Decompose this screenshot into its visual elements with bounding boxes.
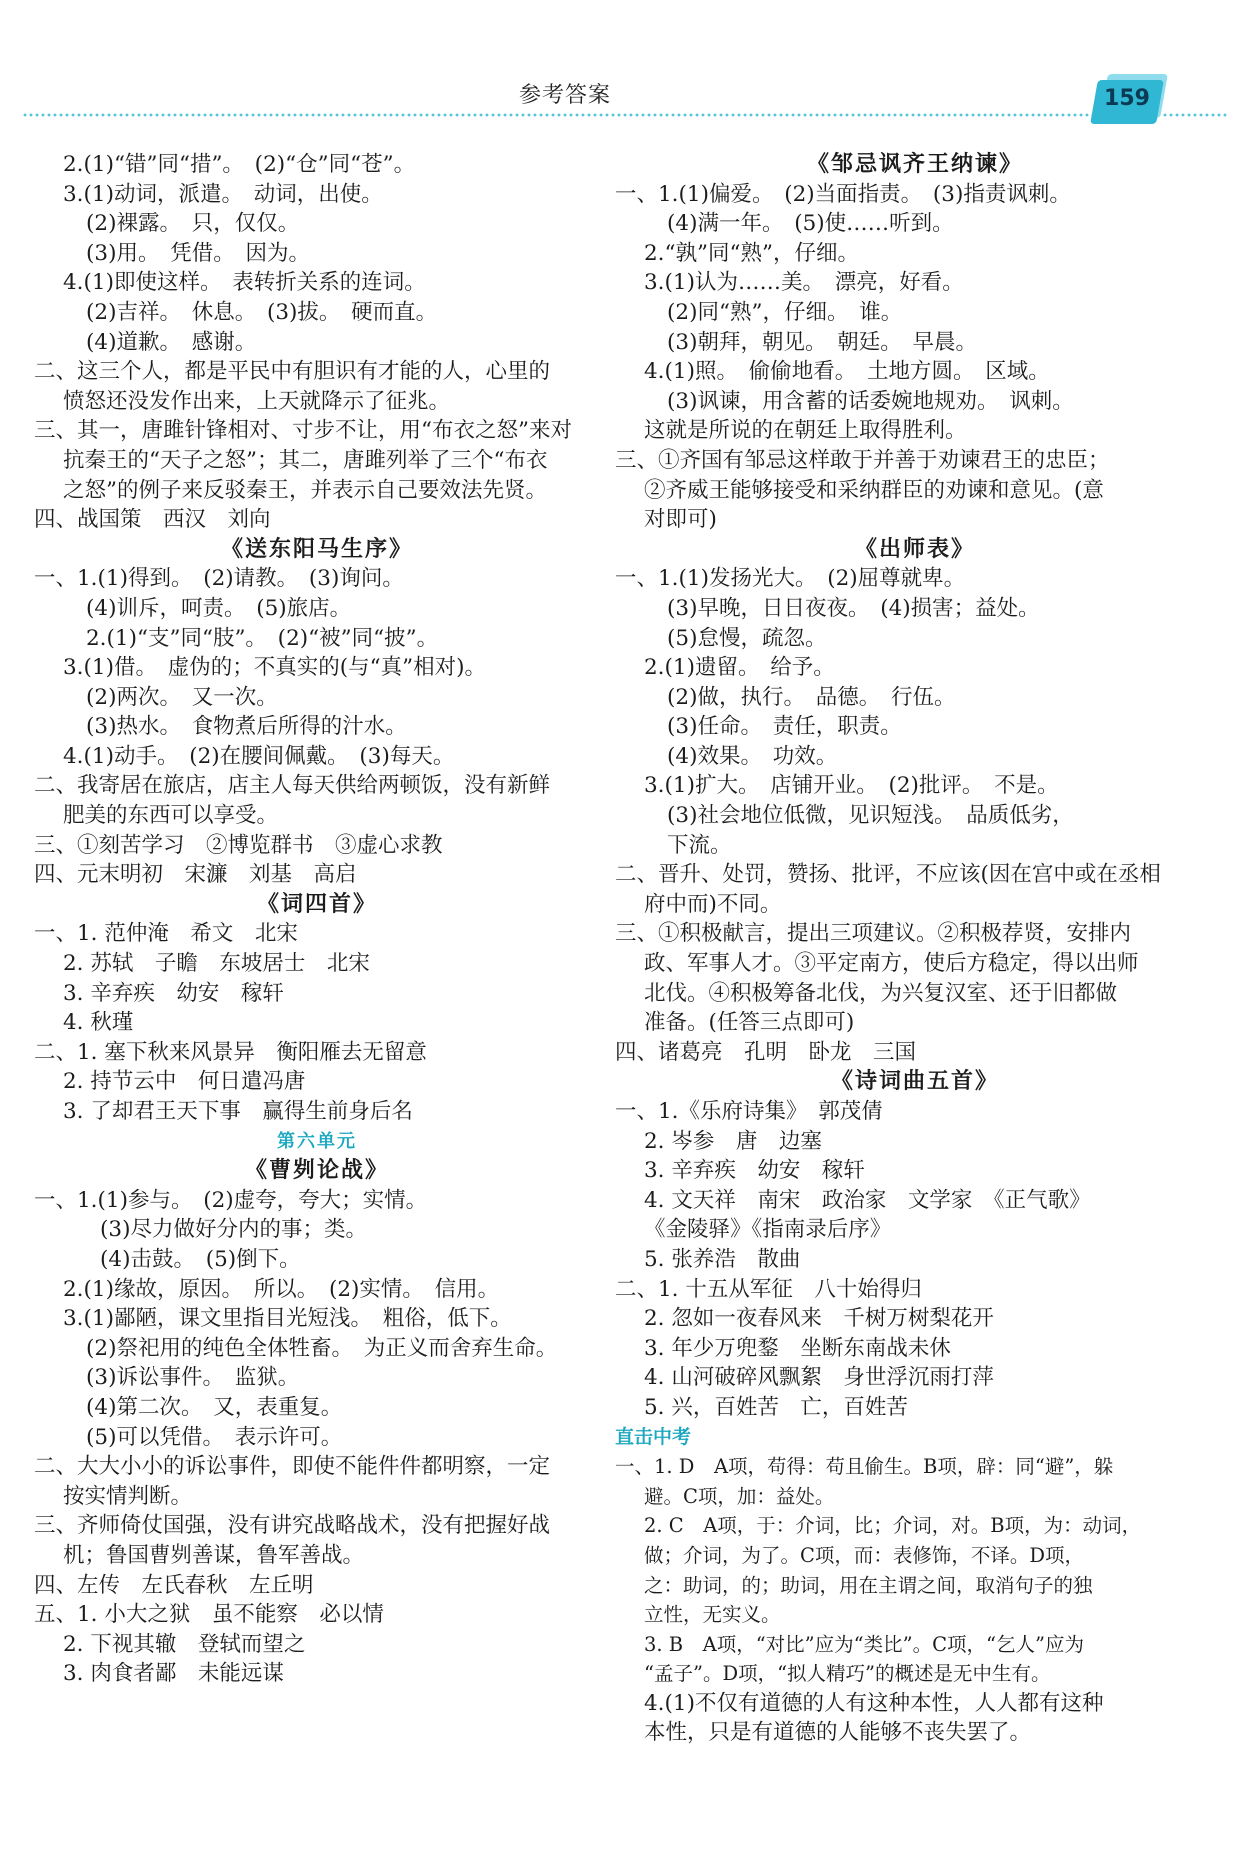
answer-line: 准备。(任答三点即可)	[644, 1010, 855, 1036]
answer-line: 二、这三个人，都是平民中有胆识有才能的人，心里的	[34, 359, 551, 385]
answer-line: 3.(1)扩大。 店铺开业。 (2)批评。 不是。	[644, 773, 1059, 799]
answer-line: (4)满一年。 (5)使……听到。	[667, 211, 954, 237]
lesson-title: 《出师表》	[854, 536, 975, 562]
answer-line: 机；鲁国曹刿善谋，鲁军善战。	[63, 1542, 365, 1568]
answer-line: 3. B A项，“对比”应为“类比”。C项，“乞人”应为	[644, 1632, 1084, 1656]
answer-line: 3. 辛弃疾 幼安 稼轩	[644, 1158, 865, 1184]
answer-line: (5)可以凭借。 表示许可。	[86, 1424, 343, 1450]
page-number: 159	[1104, 86, 1150, 111]
answer-line: 二、我寄居在旅店，店主人每天供给两顿饭，没有新鲜	[34, 773, 551, 799]
answer-line: 二、1. 塞下秋来风景异 衡阳雁去无留意	[34, 1039, 427, 1065]
answer-line: 2.“孰”同“熟”，仔细。	[644, 240, 859, 266]
answer-line: 2. 苏轼 子瞻 东坡居士 北宋	[63, 951, 370, 977]
answer-line: 4.(1)不仅有道德的人有这种本性，人人都有这种	[644, 1690, 1104, 1716]
answer-line: 本性，只是有道德的人能够不丧失罢了。	[644, 1720, 1032, 1746]
answer-line: 2.(1)缘故，原因。 所以。 (2)实情。 信用。	[63, 1276, 500, 1302]
answer-line: (2)两次。 又一次。	[86, 684, 278, 710]
answer-line: 二、1. 十五从军征 八十始得归	[615, 1276, 922, 1302]
answer-line: 2. C A项，于：介词，比；介词，对。B项，为：动词，	[644, 1514, 1142, 1538]
right-column	[615, 150, 1215, 1748]
answer-line: (3)用。 凭借。 因为。	[86, 240, 310, 266]
answer-line: 四、诸葛亮 孔明 卧龙 三国	[615, 1039, 917, 1065]
answer-line: 做；介词，为了。C项，而：表修饰，不译。D项，	[644, 1543, 1085, 1567]
answer-line: 《金陵驿》《指南录后序》	[644, 1217, 892, 1243]
answer-line: 2.(1)“支”同“肢”。 (2)“被”同“披”。	[86, 625, 439, 651]
answer-line: 4. 山河破碎风飘絮 身世浮沉雨打萍	[644, 1365, 994, 1391]
answer-line: 立性，无实义。	[644, 1603, 781, 1627]
answer-line: (2)吉祥。 休息。 (3)拔。 硬而直。	[86, 299, 438, 325]
answer-line: 二、晋升、处罚，赞扬、批评，不应该(因在宫中或在丞相	[615, 862, 1161, 888]
answer-line: 3. 了却君王天下事 赢得生前身后名	[63, 1099, 413, 1124]
answer-line: 三、齐师倚仗国强，没有讲究战略战术，没有把握好战	[34, 1513, 551, 1539]
answer-line: 四、左传 左氏春秋 左丘明	[34, 1572, 314, 1598]
answer-line: 一、1.(1)得到。 (2)请教。 (3)询问。	[34, 566, 404, 592]
answer-line: 对即可)	[644, 507, 717, 533]
answer-line: 3.(1)借。 虚伪的；不真实的(与“真”相对)。	[63, 655, 486, 681]
answer-line: 之怒”的例子来反驳秦王，并表示自己要效法先贤。	[63, 477, 547, 503]
lesson-title: 《送东阳马生序》	[220, 536, 413, 562]
answer-line: 2. 下视其辙 登轼而望之	[63, 1631, 306, 1657]
answer-line: (4)道歉。 感谢。	[86, 329, 257, 355]
lesson-title: 《邹忌讽齐王纳谏》	[806, 152, 1023, 177]
answer-line: (3)尽力做好分内的事；类。	[100, 1217, 367, 1243]
answer-line: (4)击鼓。 (5)倒下。	[100, 1246, 301, 1272]
answer-line: 2.(1)遗留。 给予。	[644, 655, 835, 681]
answer-line: 4.(1)照。 偷偷地看。 土地方圆。 区域。	[644, 359, 1050, 385]
answer-line: 2. 持节云中 何日遣冯唐	[63, 1069, 306, 1095]
answer-line: 三、①刻苦学习 ②博览群书 ③虚心求教	[34, 832, 443, 858]
answer-line: (3)任命。 责任，职责。	[667, 714, 902, 740]
lesson-title: 《诗词曲五首》	[830, 1069, 999, 1095]
answer-line: 一、1. 范仲淹 希文 北宋	[34, 921, 298, 947]
answer-line: 3. 肉食者鄙 未能远谋	[63, 1661, 284, 1687]
answer-line: 2.(1)“错”同“措”。 (2)“仓”同“苍”。	[63, 152, 416, 177]
answer-line: (2)裸露。 只，仅仅。	[86, 211, 300, 237]
answer-line: 避。C项，加：益处。	[644, 1484, 835, 1508]
answer-line: 5. 张养浩 散曲	[644, 1246, 801, 1272]
section-heading: 直击中考	[615, 1425, 692, 1448]
answer-line: 3.(1)认为……美。 漂亮，好看。	[644, 270, 964, 296]
answer-line: 肥美的东西可以享受。	[63, 803, 279, 829]
answer-line: 三、①积极献言，提出三项建议。②积极荐贤，安排内	[615, 921, 1132, 947]
answer-line: (3)朝拜，朝见。 朝廷。 早晨。	[667, 329, 977, 355]
answer-line: (4)第二次。 又，表重复。	[86, 1394, 343, 1420]
answer-line: 三、其一，唐雎针锋相对、寸步不让，用“布衣之怒”来对	[34, 418, 572, 444]
answer-line: (3)讽谏，用含蓄的话委婉地规劝。 讽刺。	[667, 388, 1074, 414]
answer-line: 一、1. D A项，苟得：苟且偷生。B项，辟：同“避”，躲	[615, 1455, 1114, 1479]
answer-line: 4.(1)动手。 (2)在腰间佩戴。 (3)每天。	[63, 743, 455, 769]
answer-line: ②齐威王能够接受和采纳群臣的劝谏和意见。(意	[644, 477, 1104, 503]
answer-line: 3.(1)动词，派遣。 动词，出使。	[63, 181, 383, 207]
answer-line: 五、1. 小大之狱 虽不能察 必以情	[34, 1602, 384, 1628]
answer-line: 按实情判断。	[63, 1483, 193, 1509]
answer-line: 愤怒还没发作出来，上天就降示了征兆。	[63, 388, 451, 414]
answer-line: 二、大大小小的诉讼事件，即使不能件件都明察，一定	[34, 1454, 551, 1480]
answer-line: (2)祭祀用的纯色全体牲畜。 为正义而舍弃生命。	[86, 1335, 558, 1361]
answer-line: 北伐。④积极筹备北伐，为兴复汉室、还于旧都做	[644, 980, 1118, 1006]
unit-heading: 第六单元	[277, 1130, 357, 1152]
page-title: 参考答案	[518, 83, 611, 108]
answer-line: (3)诉讼事件。 监狱。	[86, 1365, 300, 1391]
answer-line: (3)社会地位低微，见识短浅。 品质低劣，	[667, 803, 1074, 829]
answer-line: 一、1.(1)参与。 (2)虚夸，夸大；实情。	[34, 1187, 428, 1213]
answer-line: 4. 文天祥 南宋 政治家 文学家 《正气歌》	[644, 1187, 1091, 1213]
answer-line: 四、元末明初 宋濂 刘基 高启	[34, 862, 357, 888]
left-column	[34, 150, 600, 1689]
answer-line: (3)热水。 食物煮后所得的汁水。	[86, 714, 407, 740]
answer-line: (3)早晚，日日夜夜。 (4)损害；益处。	[667, 595, 1040, 621]
answer-line: 下流。	[667, 832, 732, 858]
answer-line: 这就是所说的在朝廷上取得胜利。	[644, 418, 967, 444]
answer-line: 一、1.(1)偏爱。 (2)当面指责。 (3)指责讽刺。	[615, 181, 1071, 207]
answer-line: 一、1.《乐府诗集》 郭茂倩	[615, 1099, 883, 1124]
answer-line: 三、①齐国有邹忌这样敢于并善于劝谏君王的忠臣；	[615, 447, 1110, 473]
lesson-title: 《曹刿论战》	[244, 1158, 389, 1184]
answer-line: (5)怠慢，疏忽。	[667, 625, 827, 651]
answer-line: 四、战国策 西汉 刘向	[34, 507, 271, 533]
lesson-title: 《词四首》	[256, 891, 377, 917]
page-header	[0, 0, 1250, 130]
answer-line: 之：助词，的；助词，用在主谓之间，取消句子的独	[644, 1573, 1093, 1597]
answer-line: 3.(1)鄙陋，课文里指目光短浅。 粗俗，低下。	[63, 1306, 512, 1332]
answer-line: 4.(1)即使这样。 表转折关系的连词。	[63, 270, 426, 296]
answer-line: 2. 岑参 唐 边塞	[644, 1128, 822, 1154]
answer-line: 3. 年少万兜鍪 坐断东南战未休	[644, 1335, 951, 1361]
answer-line: (4)训斥，呵责。 (5)旅店。	[86, 595, 352, 621]
answer-line: 3. 辛弃疾 幼安 稼轩	[63, 980, 284, 1006]
answer-line: 4. 秋瑾	[63, 1010, 134, 1036]
header-dotted-rule	[22, 112, 1228, 118]
answer-line: “孟子”。D项，“拟人精巧”的概述是无中生有。	[644, 1662, 1051, 1686]
answer-line: (4)效果。 功效。	[667, 743, 838, 769]
answer-line: (2)做，执行。 品德。 行伍。	[667, 684, 956, 710]
answer-line: 2. 忽如一夜春风来 千树万树梨花开	[644, 1306, 994, 1332]
answer-line: 5. 兴，百姓苦 亡，百姓苦	[644, 1394, 908, 1420]
answer-line: 抗秦王的“天子之怒”；其二，唐雎列举了三个“布衣	[63, 447, 548, 473]
answer-line: 政、军事人才。③平定南方，使后方稳定，得以出师	[644, 951, 1139, 977]
answer-line: 府中而)不同。	[644, 891, 782, 917]
answer-line: 一、1.(1)发扬光大。 (2)屈尊就卑。	[615, 566, 966, 592]
answer-line: (2)同“熟”，仔细。 谁。	[667, 299, 903, 325]
